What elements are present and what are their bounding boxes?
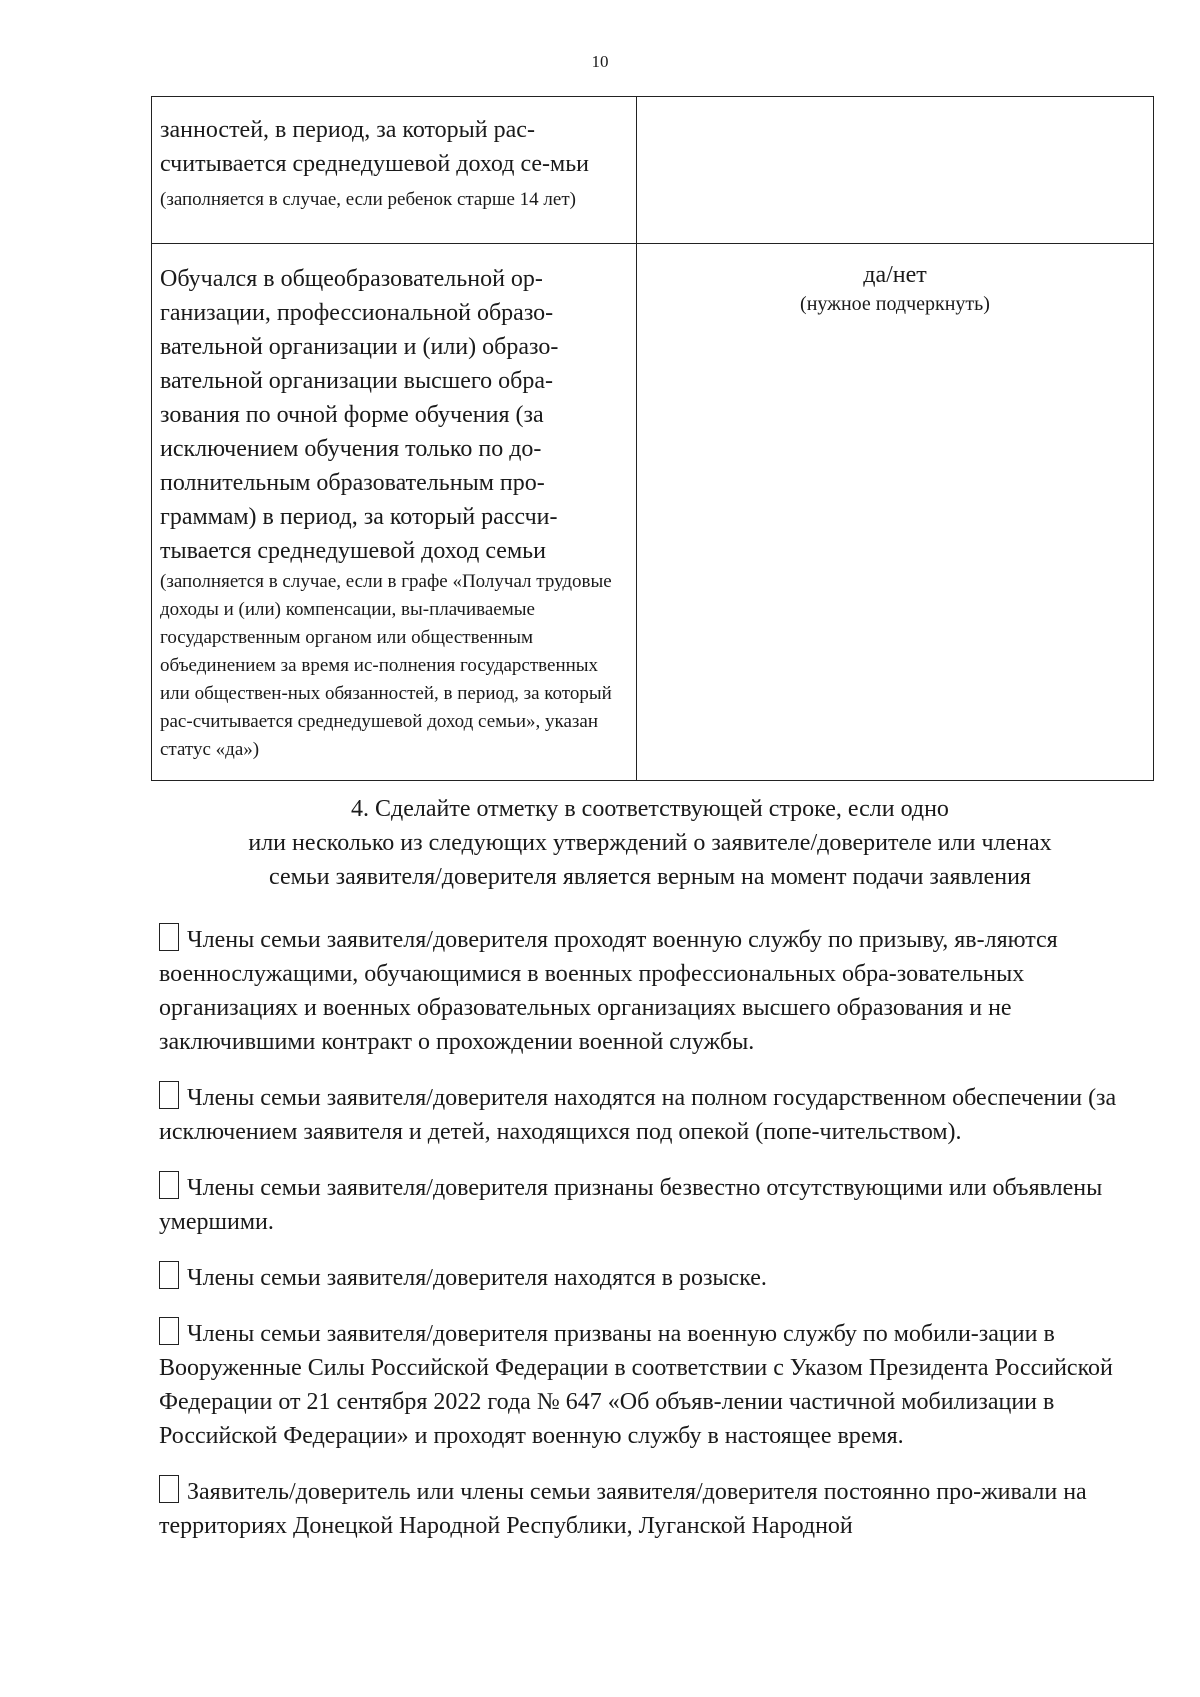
statement-text: Заявитель/доверитель или члены семьи заявителя/доверителя постоянно про-живали на территориях Донецкой Народной Республики, Луганской Народной bbox=[159, 1479, 1087, 1539]
row-label-text: занностей, в период, за который рас-считывается среднедушевой доход се-мьи bbox=[160, 117, 590, 177]
statement-text: Члены семьи заявителя/доверителя признаны безвестно отсутствующими или объявлены умершими. bbox=[159, 1175, 1103, 1235]
table-row bbox=[152, 97, 1154, 244]
table-row bbox=[152, 244, 1154, 781]
table-cell-value bbox=[637, 244, 1154, 781]
table-cell-value[interactable] bbox=[637, 97, 1154, 244]
table-cell-label bbox=[152, 244, 637, 781]
row-value bbox=[637, 97, 1153, 113]
statement-checkbox[interactable] bbox=[159, 1261, 179, 1289]
row-label-note: (заполняется в случае, если ребенок старше 14 лет) bbox=[160, 189, 576, 210]
statement-missing-or-deceased bbox=[159, 1171, 1149, 1239]
statement-list bbox=[159, 923, 1149, 1565]
section-heading bbox=[160, 792, 1140, 894]
page-number: 10 bbox=[591, 52, 609, 71]
statement-text: Члены семьи заявителя/доверителя проходят военную службу по призыву, яв-ляются военнослужащими, обучающимися в военных профессиональных обра-зовательных организациях и военных образовательных организациях высшего образования и не заключившими контракт о прохождении военной службы. bbox=[159, 927, 1058, 1055]
table-cell-label bbox=[152, 97, 637, 244]
statement-checkbox[interactable] bbox=[159, 1081, 179, 1109]
statement-checkbox[interactable] bbox=[159, 1171, 179, 1199]
form-table bbox=[151, 96, 1154, 781]
statement-residence bbox=[159, 1475, 1149, 1543]
row-label-note: (заполняется в случае, если в графе «Получал трудовые доходы и (или) компенсации, вы-плачиваемые государственным органом или общественным объединением за время ис-полнения государственных или обществен-ных обязанностей, в период, за который рас-считывается среднедушевой доход семьи», указан статус «да») bbox=[160, 571, 612, 760]
statement-text: Члены семьи заявителя/доверителя находятся на полном государственном обеспечении (за исключением заявителя и детей, находящихся под опекой (попе-чительством). bbox=[159, 1085, 1117, 1145]
section-heading-line: 4. Сделайте отметку в соответствующей строке, если одно bbox=[351, 796, 949, 822]
yes-no-option[interactable]: да/нет bbox=[863, 262, 927, 288]
yes-no-hint: (нужное подчеркнуть) bbox=[800, 293, 990, 315]
statement-wanted bbox=[159, 1261, 1149, 1295]
row-label-text: Обучался в общеобразовательной ор-ганизации, профессиональной образо-вательной организации и (или) образо-вательной организации высшего обра-зования по очной форме обучения (за исключением обучения только по до-полнительным образовательным про-граммам) в период, за который рассчи-тывается среднедушевой доход семьи bbox=[160, 266, 559, 564]
statement-mobilization bbox=[159, 1317, 1149, 1453]
statement-state-support bbox=[159, 1081, 1149, 1149]
statement-checkbox[interactable] bbox=[159, 923, 179, 951]
statement-checkbox[interactable] bbox=[159, 1317, 179, 1345]
statement-text: Члены семьи заявителя/доверителя призваны на военную службу по мобили-зации в Вооруженные Силы Российской Федерации в соответствии с Указом Президента Российской Федерации от 21 сентября 2022 года № 647 «Об объяв-лении частичной мобилизации в Российской Федерации» и проходят военную службу в настоящее время. bbox=[159, 1321, 1113, 1449]
statement-text: Члены семьи заявителя/доверителя находятся в розыске. bbox=[187, 1265, 767, 1291]
statement-checkbox[interactable] bbox=[159, 1475, 179, 1503]
section-heading-line: или несколько из следующих утверждений о заявителе/доверителе или членах bbox=[248, 830, 1052, 856]
section-heading-line: семьи заявителя/доверителя является верным на момент подачи заявления bbox=[269, 864, 1031, 890]
statement-military-service bbox=[159, 923, 1149, 1059]
